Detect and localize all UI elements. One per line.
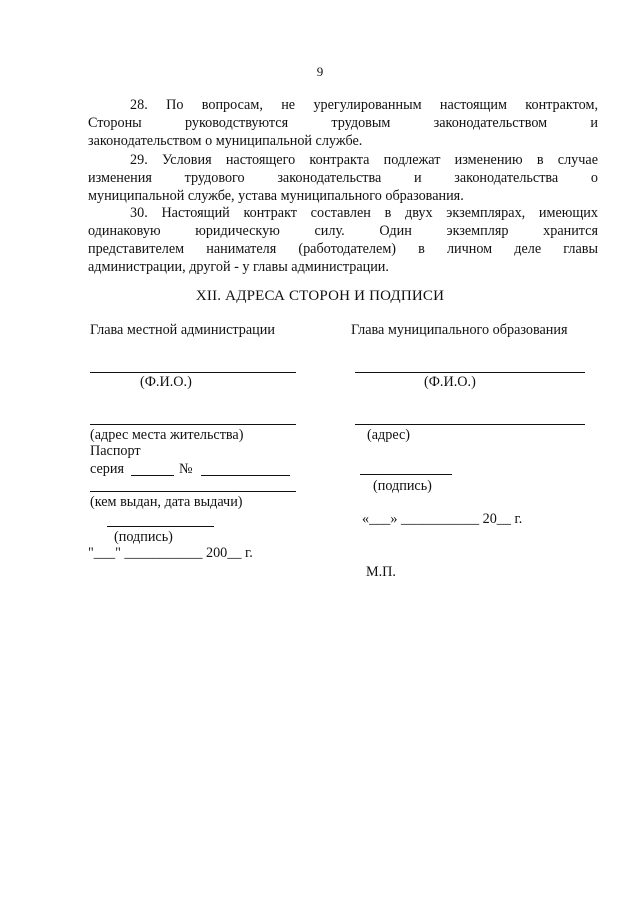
left-signature-line <box>107 526 214 527</box>
paragraph-line: изменения трудового законодательства и законодательства о <box>88 170 598 186</box>
right-signature-label: (подпись) <box>373 478 432 494</box>
paragraph-line: 29. Условия настоящего контракта подлежат изменению в случае <box>130 152 598 168</box>
right-fio-line <box>355 372 585 373</box>
paragraph-line: представителем нанимателя (работодателем) в личном деле главы <box>88 241 598 257</box>
paragraph-line: законодательством о муниципальной службе. <box>88 133 363 149</box>
right-signature-line <box>360 474 452 475</box>
right-address-line <box>355 424 585 425</box>
paragraph-30 <box>88 204 598 276</box>
right-address-label: (адрес) <box>367 427 411 443</box>
paragraph-line: 30. Настоящий контракт составлен в двух экземплярах, имеющих <box>130 205 598 221</box>
left-address-line <box>90 424 296 425</box>
paragraph-line: одинаковую юридическую силу. Один экземпляр хранится <box>88 223 598 239</box>
left-issued-line <box>90 491 296 492</box>
left-address-label: (адрес места жительства) <box>90 427 244 443</box>
stamp-placeholder: М.П. <box>366 564 396 580</box>
left-issued-label: (кем выдан, дата выдачи) <box>90 494 243 510</box>
paragraph-line: Стороны руководствуются трудовым законодательством и <box>88 115 598 131</box>
section-title: XII. АДРЕСА СТОРОН И ПОДПИСИ <box>195 288 445 304</box>
passport-number-line <box>201 475 290 476</box>
left-fio-line <box>90 372 296 373</box>
paragraph-28 <box>88 96 598 150</box>
page-number: 9 <box>316 64 324 79</box>
left-date-line: "___" ___________ 200__ г. <box>88 545 253 561</box>
passport-series-line <box>131 475 174 476</box>
left-fio-label: (Ф.И.О.) <box>140 374 192 390</box>
right-heading: Глава муниципального образования <box>351 322 568 338</box>
left-heading: Глава местной администрации <box>90 322 275 338</box>
left-signature-label: (подпись) <box>114 529 173 545</box>
passport-series-label: серия <box>90 461 124 477</box>
paragraph-line: муниципальной службе, устава муниципального образования. <box>88 188 464 204</box>
right-fio-label: (Ф.И.О.) <box>424 374 476 390</box>
passport-label: Паспорт <box>90 443 141 459</box>
paragraph-line: 28. По вопросам, не урегулированным настоящим контрактом, <box>130 97 598 113</box>
paragraph-29 <box>88 151 598 205</box>
right-date-line: «___» ___________ 20__ г. <box>362 511 523 527</box>
paragraph-line: администрации, другой - у главы администрации. <box>88 259 389 275</box>
passport-number-label: № <box>179 461 193 477</box>
